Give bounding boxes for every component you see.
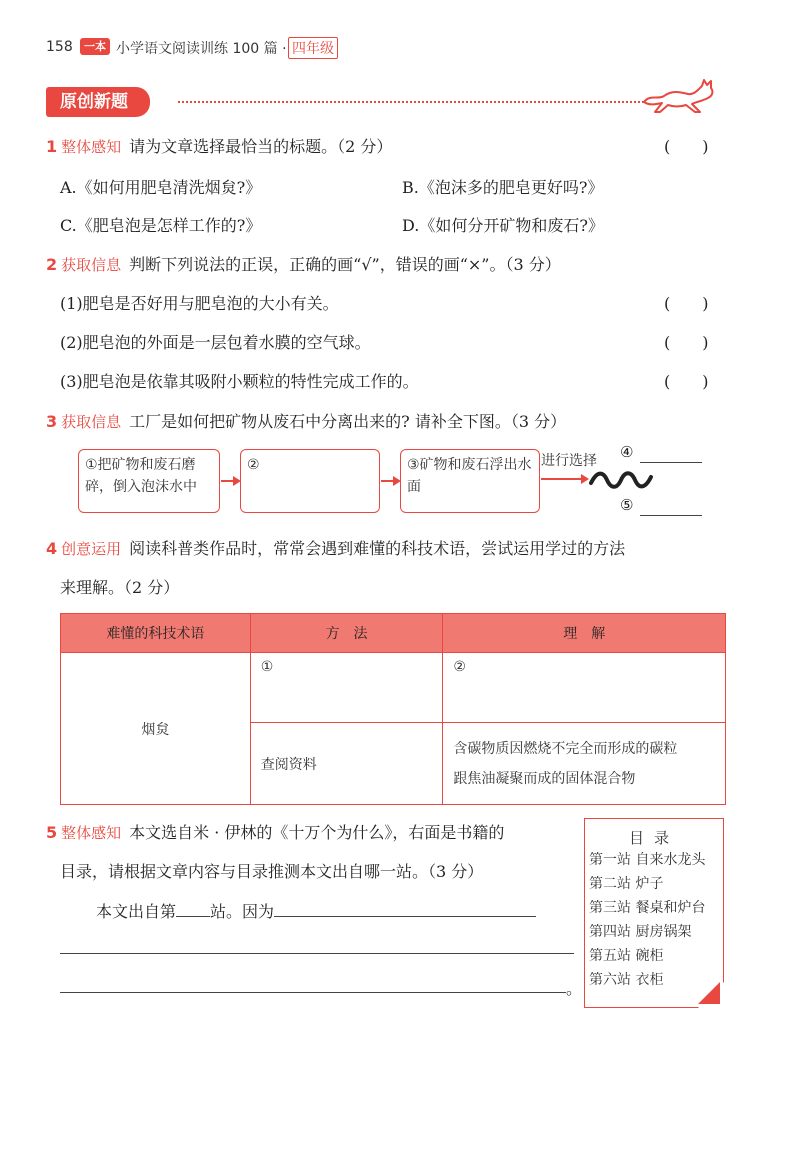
output-5-blank[interactable] xyxy=(640,499,702,516)
select-label: 进行选择 xyxy=(541,453,597,469)
flow-arrow-2 xyxy=(381,480,399,482)
page-fold-flap xyxy=(698,982,720,1004)
answer-mid: 站。因为 xyxy=(210,902,275,921)
table-header: 理 解 xyxy=(443,614,726,653)
terms-table xyxy=(60,613,726,805)
understanding-cell-blank[interactable]: ② xyxy=(443,653,726,723)
book-title: 小学语文阅读训练 100 篇 · xyxy=(116,41,287,57)
table-header: 方 法 xyxy=(250,614,443,653)
q4-number: 4 xyxy=(46,539,58,558)
book-table-of-contents xyxy=(584,818,724,1008)
leaping-cat-icon xyxy=(640,74,720,116)
understanding-cell xyxy=(443,723,726,805)
table-header: 难懂的科技术语 xyxy=(61,614,251,653)
q2-item-3: (3)肥皂泡是依靠其吸附小颗粒的特性完成工作的。 xyxy=(60,372,419,391)
flow-box-3: ③矿物和废石浮出水面 xyxy=(400,449,540,513)
table-row xyxy=(61,653,726,723)
end-period: 。 xyxy=(566,979,583,998)
reason-blank[interactable] xyxy=(274,900,536,917)
q4-stem xyxy=(46,536,625,559)
flow-box-1: ①把矿物和废石磨碎，倒入泡沫水中 xyxy=(78,449,220,513)
reason-line-3[interactable] xyxy=(60,992,566,993)
output-4-blank[interactable] xyxy=(640,446,702,463)
output-4-label: ④ xyxy=(620,443,634,461)
q1-tag: 整体感知 xyxy=(61,138,122,156)
toc-item: 第一站 自来水龙头 xyxy=(589,852,706,868)
q2-paren-2[interactable]: ( ) xyxy=(664,333,709,352)
section-banner: 原创新题 xyxy=(46,87,150,117)
q5-number: 5 xyxy=(46,823,58,842)
method-cell: 查阅资料 xyxy=(250,723,443,805)
q2-paren-1[interactable]: ( ) xyxy=(664,294,709,313)
grade-badge: 四年级 xyxy=(288,37,338,59)
flow-box-2-blank[interactable]: ② xyxy=(240,449,380,513)
q1-stem xyxy=(46,134,392,157)
q1-option-c[interactable]: C.《肥皂泡是怎样工作的?》 xyxy=(60,216,262,235)
q5-answer-line xyxy=(96,899,536,922)
method-cell-blank[interactable]: ① xyxy=(250,653,443,723)
page-number: 158 xyxy=(46,39,73,55)
q2-tag: 获取信息 xyxy=(61,256,122,274)
dotted-divider xyxy=(178,101,648,103)
q5-tag: 整体感知 xyxy=(61,824,122,842)
understanding-line: 含碳物质因燃烧不完全而形成的碳粒 xyxy=(453,740,678,757)
publisher-logo: 一本 xyxy=(80,38,110,55)
q1-text: 请为文章选择最恰当的标题。（2 分） xyxy=(129,137,393,156)
q3-tag: 获取信息 xyxy=(61,413,122,431)
q2-stem xyxy=(46,252,561,275)
wave-separator-icon xyxy=(588,466,654,492)
q5-text: 本文选自米 · 伊林的《十万个为什么》，右面是书籍的 xyxy=(129,823,505,842)
q4-text: 阅读科普类作品时，常常会遇到难懂的科技术语，尝试运用学过的方法 xyxy=(129,539,626,558)
q4-tag: 创意运用 xyxy=(61,540,122,558)
q2-number: 2 xyxy=(46,255,58,274)
reason-line-2[interactable] xyxy=(60,953,574,954)
understanding-line: 跟焦油凝聚而成的固体混合物 xyxy=(453,770,636,787)
toc-item: 第四站 厨房锅架 xyxy=(589,924,692,940)
q1-option-b[interactable]: B.《泡沫多的肥皂更好吗?》 xyxy=(402,178,604,197)
q1-option-a[interactable]: A.《如何用肥皂清洗烟炱?》 xyxy=(60,178,262,197)
q1-answer-paren[interactable]: ( ) xyxy=(664,137,709,156)
term-cell: 烟炱 xyxy=(61,653,251,805)
q2-item-2: (2)肥皂泡的外面是一层包着水膜的空气球。 xyxy=(60,333,371,352)
output-5-label: ⑤ xyxy=(620,496,634,514)
q4-text-line2: 来理解。（2 分） xyxy=(60,578,180,597)
table-header-row xyxy=(61,614,726,653)
flow-arrow-1 xyxy=(221,480,239,482)
flow-arrow-3 xyxy=(541,478,587,480)
station-blank[interactable] xyxy=(176,900,210,917)
q2-item-1: (1)肥皂是否好用与肥皂泡的大小有关。 xyxy=(60,294,339,313)
toc-item: 第五站 碗柜 xyxy=(589,948,664,964)
q5-stem xyxy=(46,820,504,843)
q1-number: 1 xyxy=(46,137,58,156)
q2-paren-3[interactable]: ( ) xyxy=(664,372,709,391)
q3-number: 3 xyxy=(46,412,58,431)
toc-item: 第六站 衣柜 xyxy=(589,972,664,988)
toc-title: 目录 xyxy=(628,829,679,847)
q5-text-line2: 目录，请根据文章内容与目录推测本文出自哪一站。（3 分） xyxy=(60,862,484,881)
q2-text: 判断下列说法的正误，正确的画“√”，错误的画“×”。（3 分） xyxy=(129,255,561,274)
q3-text: 工厂是如何把矿物从废石中分离出来的? 请补全下图。（3 分） xyxy=(129,412,567,431)
q3-stem xyxy=(46,409,566,432)
banner-dot xyxy=(166,99,172,105)
q1-option-d[interactable]: D.《如何分开矿物和废石?》 xyxy=(402,216,604,235)
answer-prefix: 本文出自第 xyxy=(96,902,177,921)
toc-item: 第二站 炉子 xyxy=(589,876,664,892)
toc-item: 第三站 餐桌和炉台 xyxy=(589,900,706,916)
